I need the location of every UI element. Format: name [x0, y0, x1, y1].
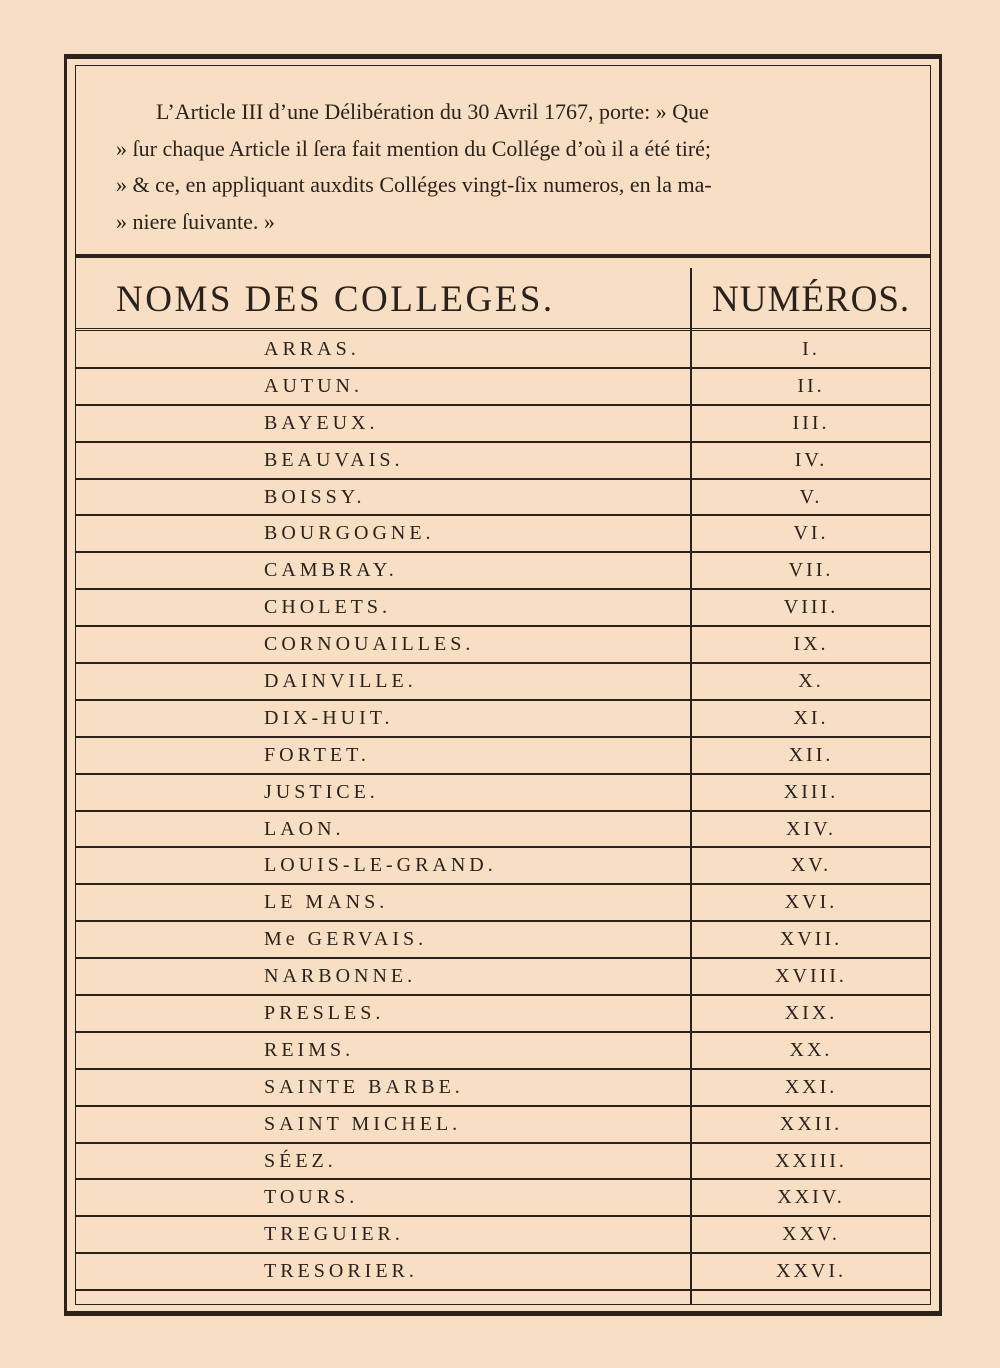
- table-row: [76, 885, 930, 922]
- college-number: I.: [802, 338, 820, 360]
- table-header: [76, 268, 930, 331]
- table-row: [76, 664, 930, 701]
- college-name: DIX-HUIT.: [264, 706, 394, 729]
- table-row: [76, 922, 930, 959]
- college-number: VII.: [788, 559, 834, 582]
- college-name: BEAUVAIS.: [264, 448, 404, 471]
- college-name: NARBONNE.: [264, 965, 417, 988]
- table-row: [76, 1217, 930, 1254]
- table-row: [76, 1107, 930, 1144]
- table-row: [76, 775, 930, 812]
- intro-line: L’Article III d’une Délibération du 30 Avril 1767, porte: » Que: [156, 99, 709, 124]
- college-name: PRESLES.: [264, 1002, 385, 1025]
- table-row: [76, 627, 930, 664]
- college-number: X.: [798, 670, 824, 693]
- college-name: CHOLETS.: [264, 596, 391, 619]
- table-row: [76, 1254, 930, 1291]
- college-name: TOURS.: [264, 1186, 359, 1209]
- college-number: V.: [799, 485, 823, 508]
- college-number: II.: [797, 374, 825, 397]
- college-name: BOURGOGNE.: [264, 522, 435, 545]
- college-number: XVIII.: [775, 965, 847, 988]
- college-number: XXII.: [779, 1112, 843, 1135]
- intro-paragraph: [116, 94, 906, 240]
- college-name: BAYEUX.: [264, 411, 379, 434]
- table-row: [76, 369, 930, 406]
- table-row: [76, 1180, 930, 1217]
- college-name: SAINTE BARBE.: [264, 1075, 464, 1098]
- table-row: [76, 553, 930, 590]
- college-name: LAON.: [264, 817, 345, 840]
- college-number: XII.: [788, 743, 834, 766]
- college-name: JUSTICE.: [264, 780, 379, 803]
- college-number: III.: [792, 411, 830, 434]
- college-name: CAMBRAY.: [264, 559, 398, 582]
- college-number: XV.: [790, 854, 832, 877]
- college-name: LOUIS-LE-GRAND.: [264, 854, 497, 877]
- header-college-names: NOMS DES COLLEGES.: [116, 279, 555, 320]
- college-number: XVI.: [784, 891, 838, 914]
- college-number: VI.: [793, 522, 829, 545]
- college-number: XIII.: [783, 780, 839, 803]
- college-name: BOISSY.: [264, 485, 366, 508]
- college-name: AUTUN.: [264, 374, 363, 397]
- college-number: VIII.: [783, 596, 839, 619]
- table-row: [76, 443, 930, 480]
- table-row: [76, 738, 930, 775]
- table-row: [76, 701, 930, 738]
- section-divider: [76, 254, 930, 258]
- college-number: XXV.: [782, 1223, 840, 1246]
- inner-frame: [75, 65, 931, 1305]
- intro-line: » & ce, en appliquant auxdits Colléges vingt-ſix numeros, en la ma-: [116, 172, 712, 197]
- table-row: [76, 812, 930, 849]
- college-number: XXIII.: [775, 1149, 847, 1172]
- college-number: XXVI.: [776, 1260, 846, 1283]
- college-name: DAINVILLE.: [264, 670, 417, 693]
- college-number: XIV.: [786, 817, 836, 840]
- table-row: [76, 1144, 930, 1181]
- college-name: TRESORIER.: [264, 1260, 418, 1283]
- table-row: [76, 480, 930, 517]
- table-row: [76, 1070, 930, 1107]
- college-name: REIMS.: [264, 1038, 355, 1061]
- college-name: Me GERVAIS.: [264, 928, 428, 951]
- college-name: SÉEZ.: [264, 1149, 337, 1172]
- college-name: SAINT MICHEL.: [264, 1112, 462, 1135]
- table-row: [76, 332, 930, 369]
- college-name: TREGUIER.: [264, 1223, 404, 1246]
- table-row: [76, 590, 930, 627]
- intro-line: » niere ſuivante. »: [116, 208, 275, 234]
- colleges-table: [76, 268, 930, 1304]
- college-number: IV.: [794, 448, 828, 471]
- college-name: ARRAS.: [264, 338, 360, 360]
- table-body: [76, 332, 930, 1291]
- page-frame: [64, 54, 942, 1316]
- college-number: XI.: [793, 706, 829, 729]
- college-number: XIX.: [784, 1002, 838, 1025]
- college-name: FORTET.: [264, 743, 370, 766]
- college-number: XXIV.: [777, 1186, 845, 1209]
- college-name: CORNOUAILLES.: [264, 633, 475, 656]
- college-number: IX.: [793, 633, 829, 656]
- table-row: [76, 516, 930, 553]
- header-numbers: NUMÉROS.: [712, 279, 911, 320]
- college-number: XX.: [789, 1038, 833, 1061]
- table-row: [76, 996, 930, 1033]
- college-number: XXI.: [784, 1075, 838, 1098]
- table-row: [76, 406, 930, 443]
- table-row: [76, 959, 930, 996]
- table-row: [76, 848, 930, 885]
- college-name: LE MANS.: [264, 891, 389, 914]
- table-row: [76, 1033, 930, 1070]
- intro-line: » ſur chaque Article il ſera fait mention du Collége d’où il a été tiré;: [116, 135, 712, 161]
- college-number: XVII.: [779, 928, 843, 951]
